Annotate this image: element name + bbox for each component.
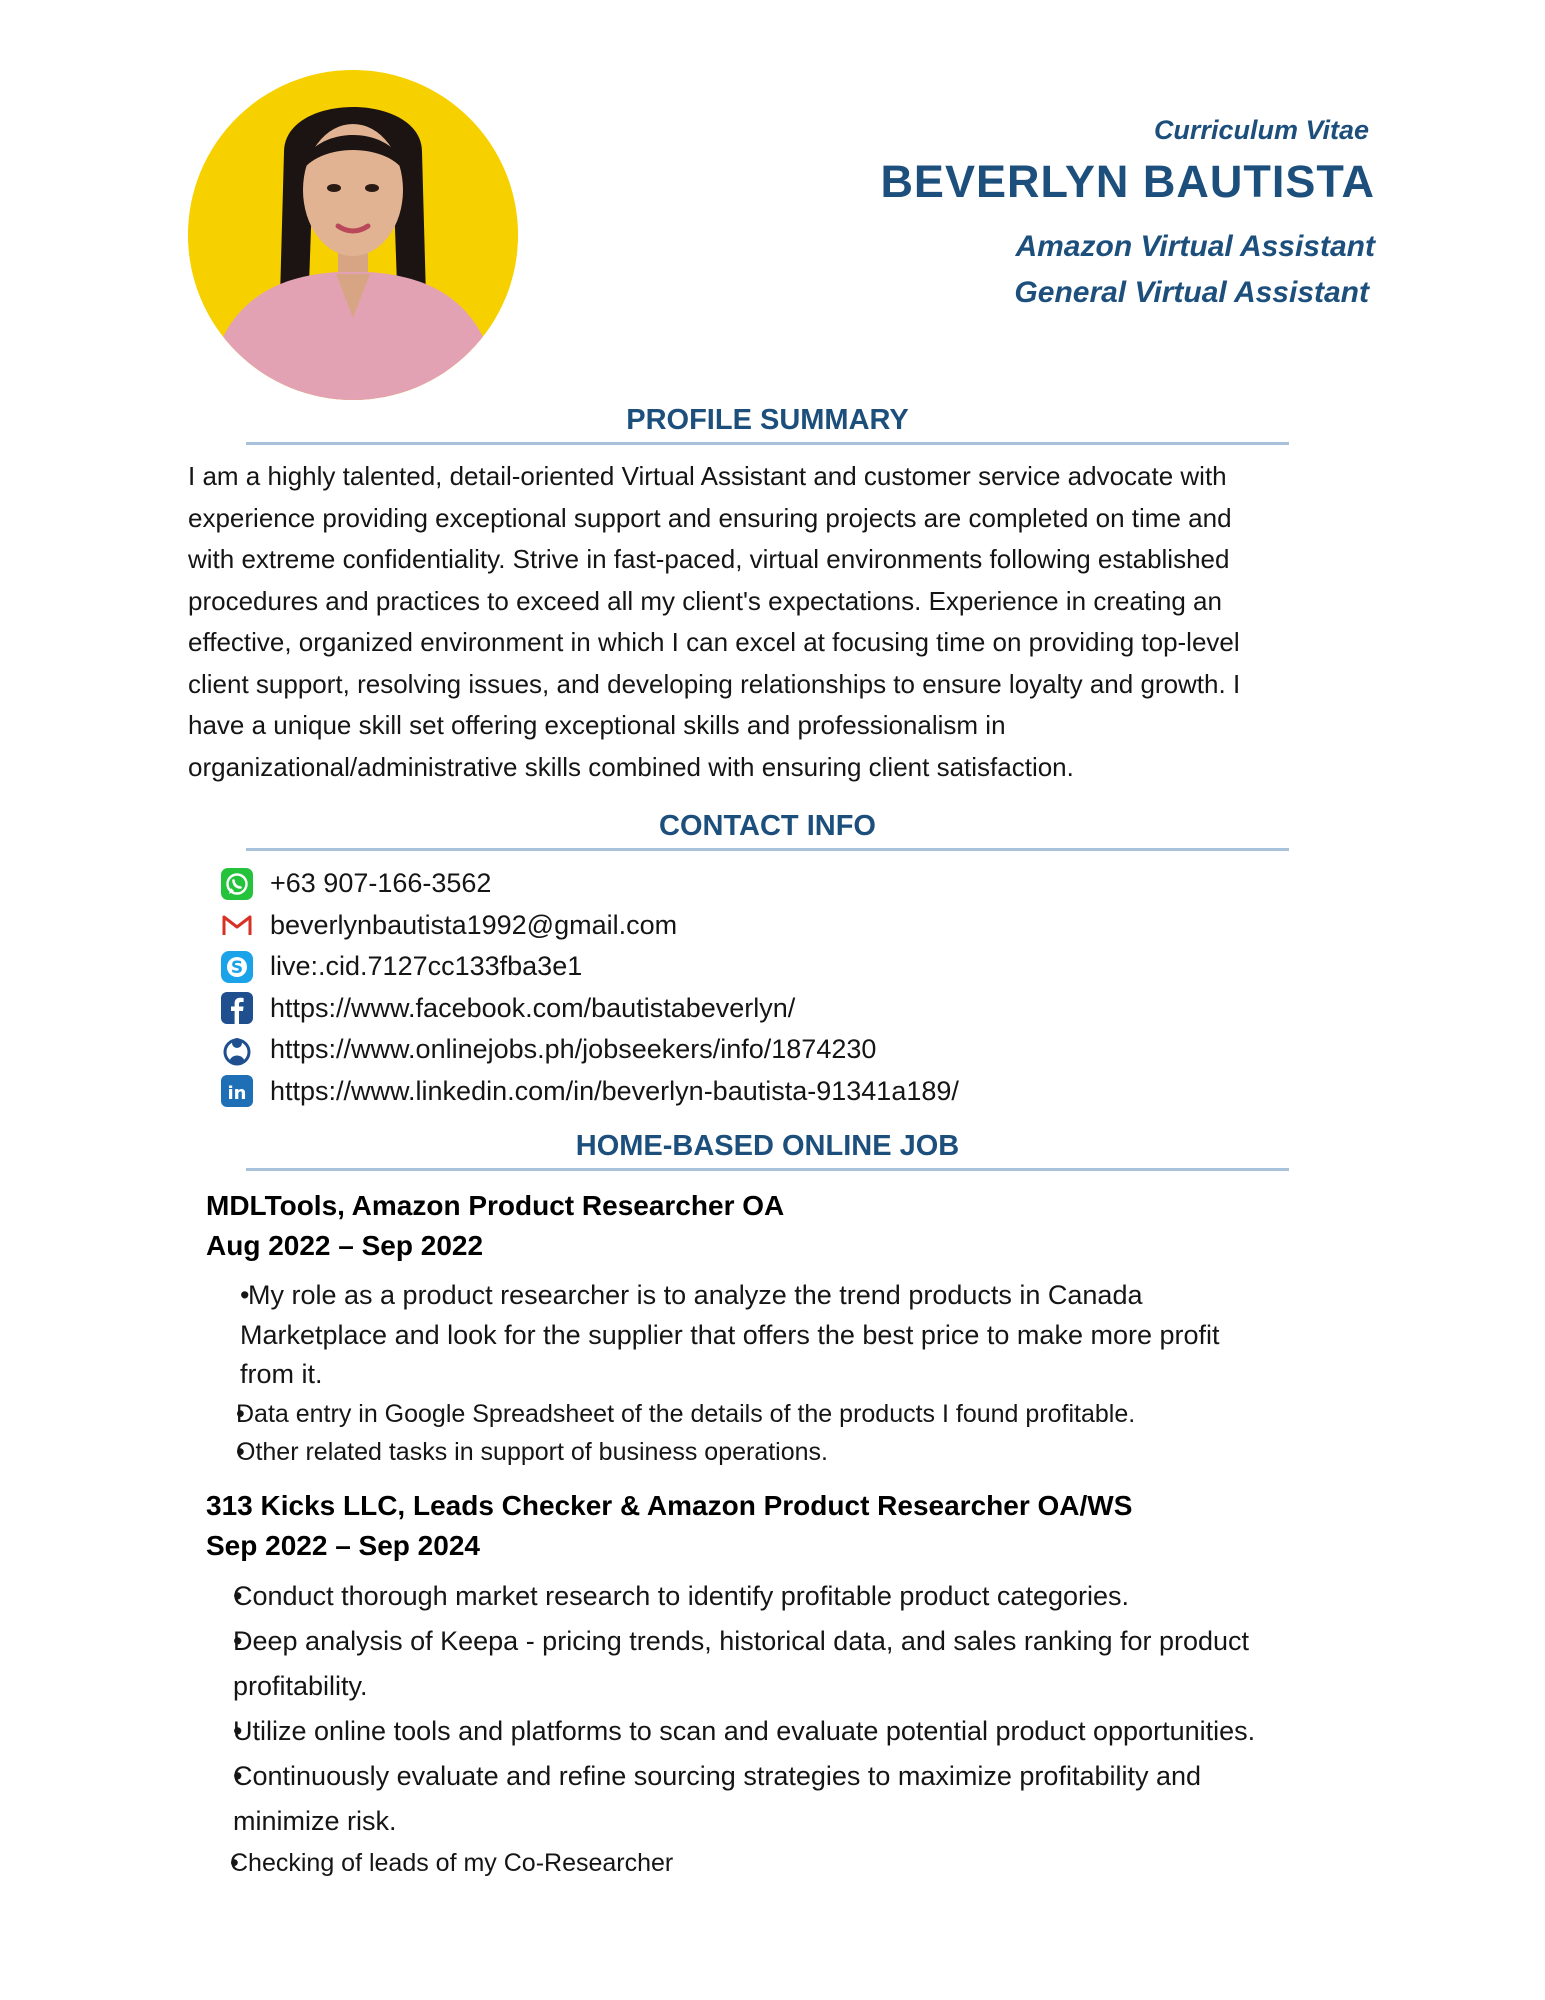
bullet-line: • Checking of leads of my Co-Researcher <box>230 1849 674 1877</box>
svg-text:S: S <box>230 957 244 978</box>
candidate-name: BEVERLYN BAUTISTA <box>880 156 1375 207</box>
bullet-line: profitability. <box>233 1671 368 1701</box>
list-item <box>206 1709 1255 1754</box>
job-company-role: MDLTools, Amazon Product Researcher OA <box>206 1190 785 1221</box>
bullet-line: • Continuously evaluate and refine sourcing strategies to maximize profitability and <box>233 1761 1202 1791</box>
bullet-line: minimize risk. <box>233 1806 397 1836</box>
contact-facebook[interactable] <box>220 988 959 1030</box>
bullet-line: from it. <box>240 1359 323 1389</box>
job-title-primary: Amazon Virtual Assistant <box>1015 230 1375 263</box>
list-item <box>206 1574 1255 1619</box>
job-entry-mdltools <box>206 1186 784 1266</box>
facebook-icon <box>220 991 254 1025</box>
phone-number: +63 907-166-3562 <box>270 868 492 899</box>
job-entry-313kicks <box>206 1486 1132 1566</box>
jobs-heading: HOME-BASED ONLINE JOB <box>575 1130 960 1162</box>
job-bullets <box>206 1574 1255 1882</box>
summary-line: organizational/administrative skills combined with ensuring client satisfaction. <box>188 751 1074 782</box>
bullet-line: • Utilize online tools and platforms to scan and evaluate potential product opportunities. <box>233 1716 1256 1746</box>
summary-line: procedures and practices to exceed all my client's expectations. Experience in creating an <box>188 585 1222 616</box>
list-item <box>206 1276 1220 1395</box>
summary-line: with extreme confidentiality. Strive in fast-paced, virtual environments following established <box>188 544 1230 574</box>
list-item <box>206 1754 1255 1844</box>
section-divider <box>246 1168 1289 1171</box>
skype-id: live:.cid.7127cc133fba3e1 <box>270 951 583 982</box>
summary-line: experience providing exceptional support and ensuring projects are completed on time and <box>188 502 1232 533</box>
email-address: beverlynbautista1992@gmail.com <box>270 909 678 940</box>
bullet-line: My role as a product researcher is to analyze the trend products in Canada <box>248 1280 1143 1310</box>
profile-summary-text <box>188 456 1373 788</box>
list-item <box>206 1619 1255 1709</box>
svg-text:in: in <box>227 1083 247 1105</box>
section-divider <box>246 848 1289 851</box>
job-dates: Sep 2022 – Sep 2024 <box>206 1530 480 1561</box>
onlinejobs-icon <box>220 1033 254 1067</box>
list-item <box>206 1395 1220 1433</box>
person-portrait-illustration <box>188 70 518 400</box>
bullet-line: • Data entry in Google Spreadsheet of the details of the products I found profitable. <box>236 1399 1136 1428</box>
profile-photo <box>188 70 518 400</box>
gmail-icon <box>220 908 254 942</box>
summary-line: I am a highly talented, detail-oriented Virtual Assistant and customer service advocate with <box>188 461 1227 491</box>
contact-email[interactable] <box>220 905 959 947</box>
bullet-line: • Other related tasks in support of business operations. <box>236 1437 828 1466</box>
whatsapp-icon <box>220 867 254 901</box>
list-item <box>206 1844 1255 1882</box>
contact-onlinejobs[interactable] <box>220 1029 959 1071</box>
section-divider <box>246 442 1289 445</box>
job-company-role: 313 Kicks LLC, Leads Checker & Amazon Product Researcher OA/WS <box>206 1490 1133 1521</box>
job-dates: Aug 2022 – Sep 2022 <box>206 1230 484 1261</box>
summary-line: effective, organized environment in which I can excel at focusing time on providing top-level <box>188 627 1240 657</box>
onlinejobs-url: https://www.onlinejobs.ph/jobseekers/info/1874230 <box>270 1034 877 1065</box>
contact-list <box>220 863 959 1112</box>
job-bullets <box>206 1276 1220 1471</box>
contact-phone[interactable] <box>220 863 959 905</box>
bullet-line: • Deep analysis of Keepa - pricing trends, historical data, and sales ranking for product <box>233 1626 1250 1656</box>
resume-header <box>675 115 1375 316</box>
list-item <box>206 1433 1220 1471</box>
facebook-url: https://www.facebook.com/bautistabeverlyn/ <box>270 992 796 1023</box>
summary-line: have a unique skill set offering exceptional skills and professionalism in <box>188 710 1006 740</box>
bullet-line: • Conduct thorough market research to identify profitable product categories. <box>233 1581 1129 1611</box>
skype-icon <box>220 950 254 984</box>
bullet-line: Marketplace and look for the supplier that offers the best price to make more profit <box>240 1319 1220 1350</box>
cv-label: Curriculum Vitae <box>1153 115 1369 145</box>
summary-line: client support, resolving issues, and developing relationships to ensure loyalty and growth. I <box>188 668 1241 699</box>
linkedin-icon <box>220 1074 254 1108</box>
contact-info-heading: CONTACT INFO <box>659 810 876 842</box>
linkedin-url: https://www.linkedin.com/in/beverlyn-bautista-91341a189/ <box>270 1075 959 1106</box>
job-title-secondary: General Virtual Assistant <box>1014 276 1369 309</box>
contact-skype[interactable] <box>220 946 959 988</box>
profile-summary-heading: PROFILE SUMMARY <box>626 404 909 436</box>
contact-linkedin[interactable] <box>220 1071 959 1113</box>
